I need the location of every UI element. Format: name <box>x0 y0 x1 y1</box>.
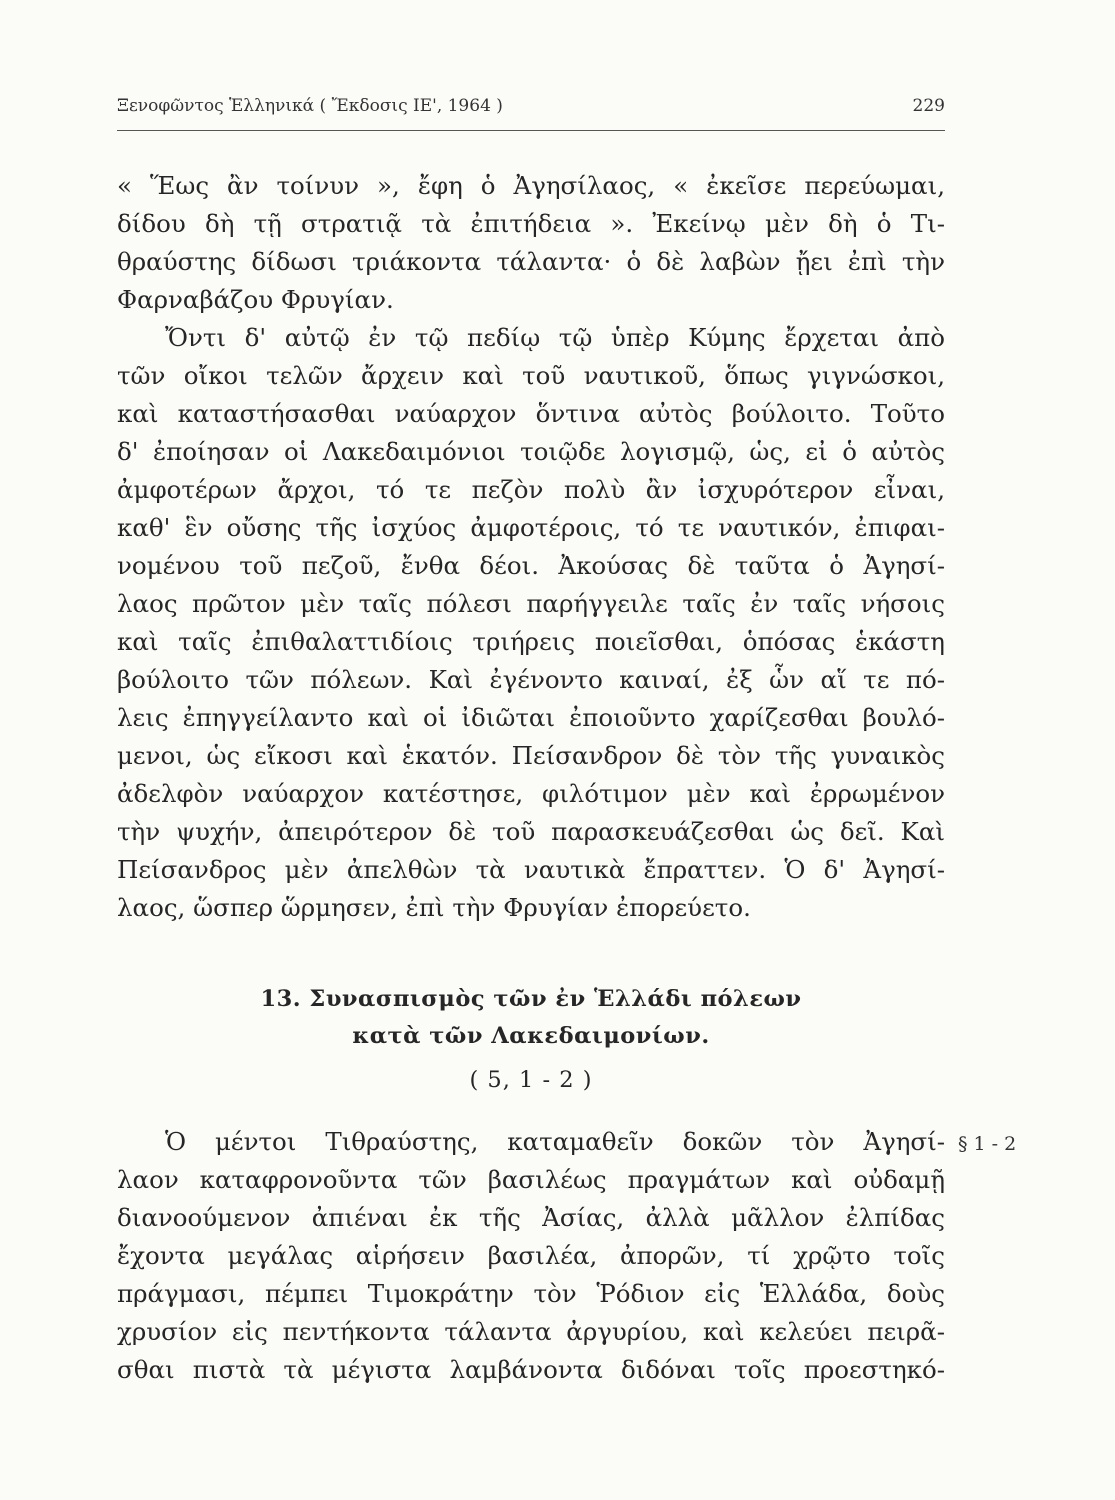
text-line: σθαι πιστὰ τὰ μέγιστα λαμβάνοντα διδόναι τοῖς προεστηκό- <box>117 1355 945 1384</box>
page-number: 229 <box>912 96 945 116</box>
text-line: Πείσανδρος μὲν ἀπελθὼν τὰ ναυτικὰ ἔπραττεν. Ὁ δ' Ἀγησί- <box>117 855 945 884</box>
text-line: πράγμασι, πέμπει Τιμοκράτην τὸν Ῥόδιον εἰς Ἑλλάδα, δοὺς <box>117 1279 945 1308</box>
text-line: Ὁ μέντοι Τιθραύστης, καταμαθεῖν δοκῶν τὸν Ἀγησί- <box>165 1127 945 1156</box>
text-line: καὶ ταῖς ἐπιθαλαττιδίοις τριήρεις ποιεῖσθαι, ὁπόσας ἑκάστη <box>117 627 945 656</box>
text-line: καὶ καταστήσασθαι ναύαρχον ὅντινα αὐτὸς βούλοιτο. Τοῦτο <box>117 399 945 428</box>
text-line: νομένου τοῦ πεζοῦ, ἔνθα δέοι. Ἀκούσας δὲ ταῦτα ὁ Ἀγησί- <box>117 551 945 580</box>
section-reference: ( 5, 1 - 2 ) <box>469 1067 593 1093</box>
text-line: τὴν ψυχήν, ἀπειρότερον δὲ τοῦ παρασκευάζεσθαι ὡς δεῖ. Καὶ <box>117 817 945 846</box>
section-heading-line-2: κατὰ τῶν Λακεδαιμονίων. <box>352 1023 710 1049</box>
section-heading-line-1: 13. Συνασπισμὸς τῶν ἐν Ἑλλάδι πόλεων <box>260 986 802 1012</box>
text-line: λαον καταφρονοῦντα τῶν βασιλέως πραγμάτων καὶ οὐδαμῇ <box>117 1165 945 1194</box>
text-line: διανοούμενον ἀπιέναι ἐκ τῆς Ἀσίας, ἀλλὰ μᾶλλον ἐλπίδας <box>117 1203 945 1232</box>
running-head <box>117 96 945 126</box>
text-line: « Ἕως ἂν τοίνυν », ἔφη ὁ Ἀγησίλαος, « ἐκεῖσε περεύωμαι, <box>117 171 945 200</box>
text-line: λαος πρῶτον μὲν ταῖς πόλεσι παρήγγειλε ταῖς ἐν ταῖς νήσοις <box>117 589 945 618</box>
text-line: ἔχοντα μεγάλας αἱρήσειν βασιλέα, ἀπορῶν, τί χρῷτο τοῖς <box>117 1241 945 1270</box>
running-head-title: Ξενοφῶντος Ἑλληνικά ( Ἔκδοσις ΙΕ', 1964 ) <box>117 96 503 116</box>
margin-note: § 1 - 2 <box>958 1133 1017 1155</box>
text-line: ἀδελφὸν ναύαρχον κατέστησε, φιλότιμον μὲν καὶ ἐρρωμένον <box>117 779 945 808</box>
header-rule <box>117 130 945 131</box>
text-line: λεις ἐπηγγείλαντο καὶ οἱ ἰδιῶται ἐποιοῦντο χαρίζεσθαι βουλό- <box>117 703 945 732</box>
text-line: μενοι, ὡς εἴκοσι καὶ ἑκατόν. Πείσανδρον δὲ τὸν τῆς γυναικὸς <box>117 741 945 770</box>
text-line: καθ' ἓν οὔσης τῆς ἰσχύος ἀμφοτέροις, τό τε ναυτικόν, ἐπιφαι- <box>117 513 945 542</box>
text-line: λαος, ὥσπερ ὥρμησεν, ἐπὶ τὴν Φρυγίαν ἐπορεύετο. <box>117 893 751 922</box>
text-line: ἀμφοτέρων ἄρχοι, τό τε πεζὸν πολὺ ἂν ἰσχυρότερον εἶναι, <box>117 475 945 504</box>
text-line: δίδου δὴ τῇ στρατιᾷ τὰ ἐπιτήδεια ». Ἐκείνῳ μὲν δὴ ὁ Τι- <box>117 209 945 238</box>
text-line: Ὄντι δ' αὐτῷ ἐν τῷ πεδίῳ τῷ ὑπὲρ Κύμης ἔρχεται ἀπὸ <box>165 323 945 352</box>
text-line: χρυσίον εἰς πεντήκοντα τάλαντα ἀργυρίου, καὶ κελεύει πειρᾶ- <box>117 1317 945 1346</box>
text-line: δ' ἐποίησαν οἱ Λακεδαιμόνιοι τοιῷδε λογισμῷ, ὡς, εἰ ὁ αὐτὸς <box>117 437 945 466</box>
text-line: τῶν οἴκοι τελῶν ἄρχειν καὶ τοῦ ναυτικοῦ, ὅπως γιγνώσκοι, <box>117 361 945 390</box>
text-line: θραύστης δίδωσι τριάκοντα τάλαντα· ὁ δὲ λαβὼν ᾔει ἐπὶ τὴν <box>117 247 945 276</box>
text-line: Φαρναβάζου Φρυγίαν. <box>117 285 394 314</box>
text-line: βούλοιτο τῶν πόλεων. Καὶ ἐγένοντο καιναί, ἐξ ὧν αἵ τε πό- <box>117 665 945 694</box>
